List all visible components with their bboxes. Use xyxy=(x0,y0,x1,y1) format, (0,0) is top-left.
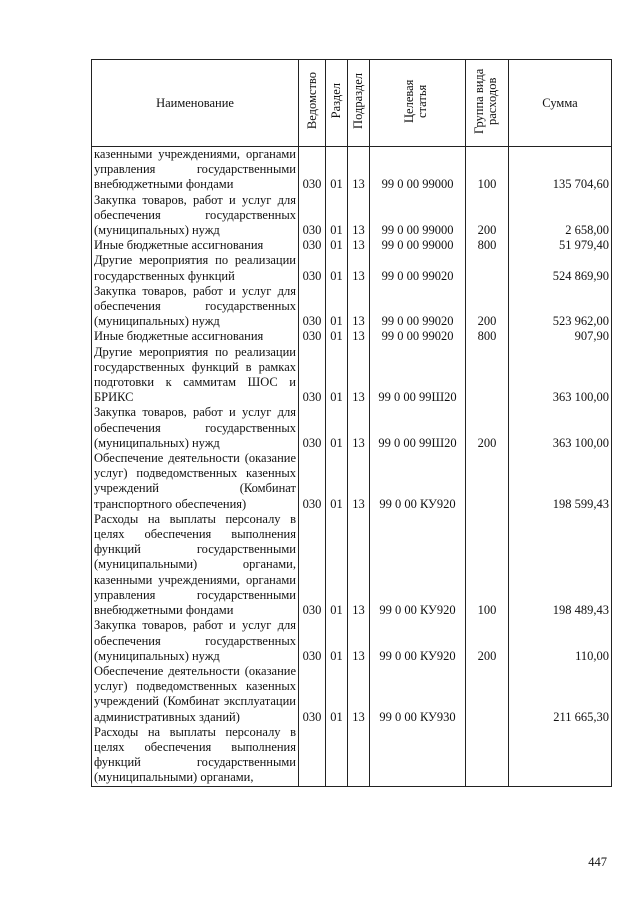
table-header-row xyxy=(92,60,612,147)
row-sum: 363 100,00 xyxy=(509,405,612,451)
table-row xyxy=(92,664,612,725)
row-sum: 135 704,60 xyxy=(509,147,612,193)
row-target: 99 0 00 КУ920 xyxy=(370,451,466,512)
header-dept: Ведомство xyxy=(299,60,326,147)
row-dept: 030 xyxy=(299,664,326,725)
row-section: 01 xyxy=(326,664,348,725)
table-row xyxy=(92,512,612,618)
page-number: 447 xyxy=(588,855,607,869)
row-target xyxy=(370,725,466,786)
table-row xyxy=(92,345,612,406)
row-section: 01 xyxy=(326,253,348,283)
row-target: 99 0 00 99Ш20 xyxy=(370,405,466,451)
row-dept xyxy=(299,725,326,786)
row-section: 01 xyxy=(326,193,348,239)
row-sum: 523 962,00 xyxy=(509,284,612,330)
row-target: 99 0 00 99020 xyxy=(370,284,466,330)
table-row xyxy=(92,451,612,512)
row-sum: 2 658,00 xyxy=(509,193,612,239)
header-subsection: Подраздел xyxy=(348,60,370,147)
table-row xyxy=(92,618,612,664)
row-name: Расходы на выплаты персоналу в целях обеспечения выполнения функций государственными (муниципальными) органами, казенными учреждениями, органами управления государственными внебюджетными фондами xyxy=(92,512,299,618)
table-row xyxy=(92,253,612,283)
row-dept: 030 xyxy=(299,193,326,239)
row-subsection: 13 xyxy=(348,147,370,193)
row-section: 01 xyxy=(326,284,348,330)
row-name: Обеспечение деятельности (оказание услуг) подведомственных казенных учреждений (Комбинат транспортного обеспечения) xyxy=(92,451,299,512)
row-sum: 363 100,00 xyxy=(509,345,612,406)
row-subsection xyxy=(348,725,370,786)
row-sum: 51 979,40 xyxy=(509,238,612,253)
row-group xyxy=(466,451,509,512)
row-section: 01 xyxy=(326,345,348,406)
row-name: Расходы на выплаты персоналу в целях обеспечения выполнения функций государственными (муниципальными) органами, xyxy=(92,725,299,786)
row-name: Обеспечение деятельности (оказание услуг) подведомственных казенных учреждений (Комбинат эксплуатации административных зданий) xyxy=(92,664,299,725)
row-group xyxy=(466,345,509,406)
row-dept: 030 xyxy=(299,284,326,330)
header-sum: Сумма xyxy=(509,60,612,147)
row-dept: 030 xyxy=(299,618,326,664)
row-subsection: 13 xyxy=(348,238,370,253)
row-dept: 030 xyxy=(299,238,326,253)
row-section: 01 xyxy=(326,329,348,344)
row-name: Иные бюджетные ассигнования xyxy=(92,329,299,344)
table-body xyxy=(92,147,612,787)
row-subsection: 13 xyxy=(348,451,370,512)
budget-table xyxy=(91,59,612,787)
row-name: Другие мероприятия по реализации государственных функций в рамках подготовки к саммитам ШОС и БРИКС xyxy=(92,345,299,406)
row-dept: 030 xyxy=(299,253,326,283)
row-group: 800 xyxy=(466,238,509,253)
row-section: 01 xyxy=(326,512,348,618)
row-group: 100 xyxy=(466,147,509,193)
row-subsection: 13 xyxy=(348,618,370,664)
row-group: 200 xyxy=(466,193,509,239)
row-dept: 030 xyxy=(299,147,326,193)
row-group: 100 xyxy=(466,512,509,618)
row-target: 99 0 00 99020 xyxy=(370,253,466,283)
header-name: Наименование xyxy=(92,60,299,147)
table-row xyxy=(92,238,612,253)
table-row xyxy=(92,193,612,239)
table-row xyxy=(92,405,612,451)
row-dept: 030 xyxy=(299,405,326,451)
row-target: 99 0 00 99000 xyxy=(370,147,466,193)
header-section: Раздел xyxy=(326,60,348,147)
row-subsection: 13 xyxy=(348,664,370,725)
row-sum: 524 869,90 xyxy=(509,253,612,283)
row-target: 99 0 00 КУ920 xyxy=(370,618,466,664)
row-name: казенными учреждениями, органами управления государственными внебюджетными фондами xyxy=(92,147,299,193)
row-name: Другие мероприятия по реализации государственных функций xyxy=(92,253,299,283)
table-row xyxy=(92,725,612,786)
row-sum: 211 665,30 xyxy=(509,664,612,725)
table-row xyxy=(92,329,612,344)
table-row xyxy=(92,284,612,330)
row-subsection: 13 xyxy=(348,253,370,283)
header-group: Группа вида расходов xyxy=(466,60,509,147)
row-name: Иные бюджетные ассигнования xyxy=(92,238,299,253)
row-name: Закупка товаров, работ и услуг для обеспечения государственных (муниципальных) нужд xyxy=(92,618,299,664)
row-dept: 030 xyxy=(299,345,326,406)
row-section: 01 xyxy=(326,238,348,253)
row-section: 01 xyxy=(326,147,348,193)
row-target: 99 0 00 99020 xyxy=(370,329,466,344)
row-dept: 030 xyxy=(299,512,326,618)
header-target: Целевая статья xyxy=(370,60,466,147)
row-subsection: 13 xyxy=(348,405,370,451)
row-sum xyxy=(509,725,612,786)
row-subsection: 13 xyxy=(348,193,370,239)
row-dept: 030 xyxy=(299,451,326,512)
row-group xyxy=(466,253,509,283)
row-target: 99 0 00 99Ш20 xyxy=(370,345,466,406)
row-section: 01 xyxy=(326,451,348,512)
row-group xyxy=(466,725,509,786)
row-name: Закупка товаров, работ и услуг для обеспечения государственных (муниципальных) нужд xyxy=(92,193,299,239)
row-subsection: 13 xyxy=(348,345,370,406)
row-sum: 110,00 xyxy=(509,618,612,664)
row-name: Закупка товаров, работ и услуг для обеспечения государственных (муниципальных) нужд xyxy=(92,284,299,330)
row-dept: 030 xyxy=(299,329,326,344)
row-subsection: 13 xyxy=(348,284,370,330)
row-group xyxy=(466,664,509,725)
row-subsection: 13 xyxy=(348,512,370,618)
row-group: 200 xyxy=(466,284,509,330)
row-sum: 198 599,43 xyxy=(509,451,612,512)
row-subsection: 13 xyxy=(348,329,370,344)
row-section xyxy=(326,725,348,786)
row-group: 200 xyxy=(466,618,509,664)
row-sum: 907,90 xyxy=(509,329,612,344)
row-group: 200 xyxy=(466,405,509,451)
row-target: 99 0 00 99000 xyxy=(370,238,466,253)
row-section: 01 xyxy=(326,618,348,664)
row-target: 99 0 00 КУ930 xyxy=(370,664,466,725)
row-target: 99 0 00 99000 xyxy=(370,193,466,239)
table-row xyxy=(92,147,612,193)
row-target: 99 0 00 КУ920 xyxy=(370,512,466,618)
row-sum: 198 489,43 xyxy=(509,512,612,618)
row-group: 800 xyxy=(466,329,509,344)
row-name: Закупка товаров, работ и услуг для обеспечения государственных (муниципальных) нужд xyxy=(92,405,299,451)
row-section: 01 xyxy=(326,405,348,451)
